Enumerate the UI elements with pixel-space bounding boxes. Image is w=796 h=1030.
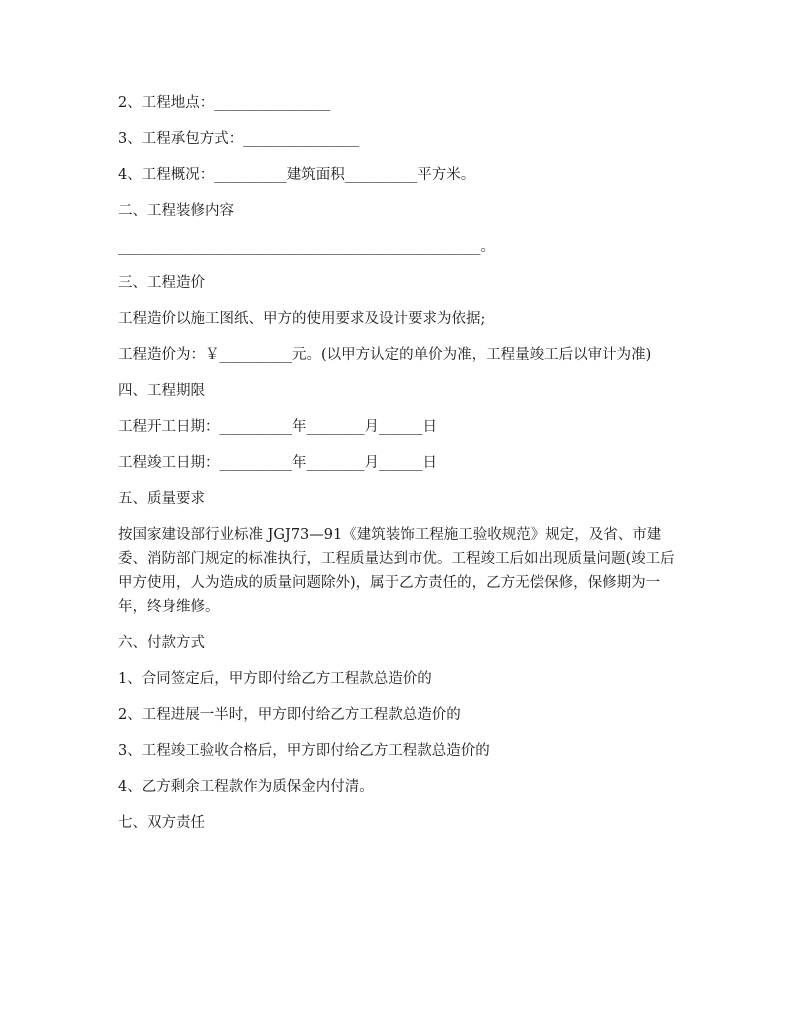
item-project-location: 2、工程地点：________________ — [118, 95, 331, 111]
section-heading-decoration-content: 二、工程装修内容 — [118, 203, 234, 219]
payment-item-1: 1、合同签定后，甲方即付给乙方工程款总造价的 — [118, 671, 432, 687]
payment-item-3: 3、工程竣工验收合格后，甲方即付给乙方工程款总造价的 — [118, 743, 490, 759]
item-project-overview: 4、工程概况：__________建筑面积__________平方米。 — [118, 167, 476, 183]
section-heading-quality: 五、质量要求 — [118, 491, 205, 507]
cost-amount-text: 工程造价为：￥__________元。(以甲方认定的单价为准，工程量竣工后以审计为准) — [118, 347, 652, 363]
completion-date-line: 工程竣工日期：__________年________月______日 — [118, 455, 437, 471]
cost-basis-text: 工程造价以施工图纸、甲方的使用要求及设计要求为依据; — [118, 311, 486, 327]
document-page — [118, 91, 678, 835]
section-heading-responsibilities: 七、双方责任 — [118, 815, 205, 831]
item-contract-method: 3、工程承包方式：________________ — [118, 131, 360, 147]
payment-item-2: 2、工程进展一半时，甲方即付给乙方工程款总造价的 — [118, 707, 461, 723]
start-date-line: 工程开工日期：__________年________月______日 — [118, 419, 437, 435]
section-heading-period: 四、工程期限 — [118, 383, 205, 399]
quality-requirements-text: 按国家建设部行业标准 JGJ73—91《建筑装饰工程施工验收规范》规定，及省、市建委、消防部门规定的标准执行，工程质量达到市优。工程竣工后如出现质量问题(竣工后甲方使用，人为造成的质量问题除外)，属于乙方责任的，乙方无偿保修，保修期为一年，终身维修。 — [118, 527, 675, 615]
payment-item-4: 4、乙方剩余工程款作为质保金内付清。 — [118, 779, 374, 795]
section-heading-payment: 六、付款方式 — [118, 635, 205, 651]
section-heading-cost: 三、工程造价 — [118, 275, 205, 291]
decoration-content-blank: __________________________________________________。 — [118, 239, 495, 255]
